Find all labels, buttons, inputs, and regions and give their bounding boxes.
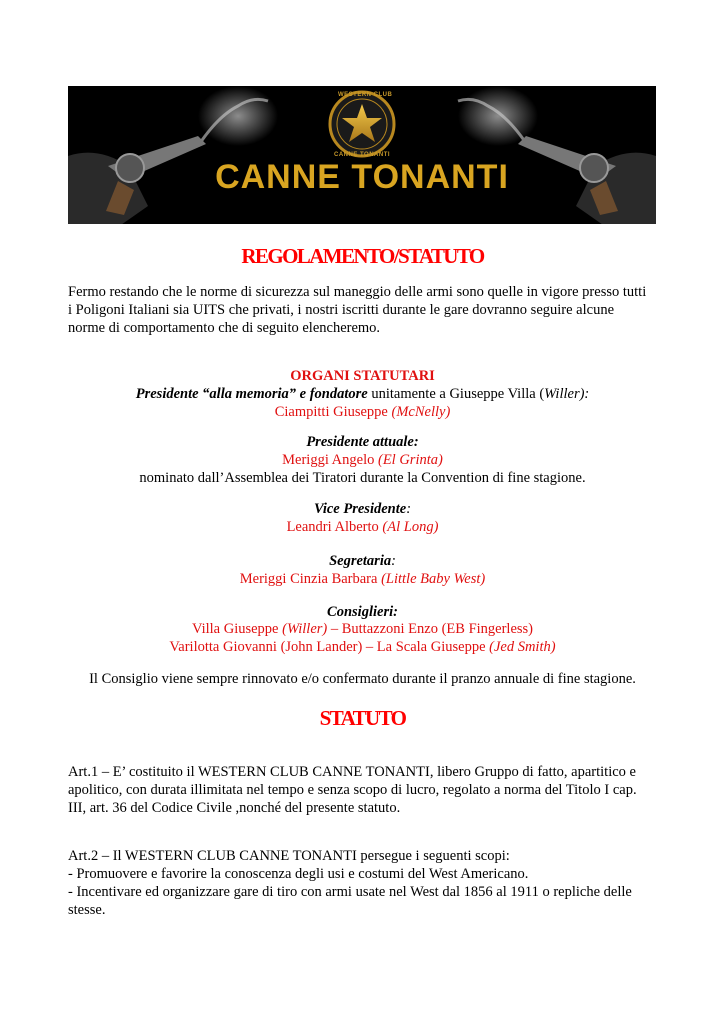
council-member: Varilotta Giovanni (John Lander) – La Scala Giuseppe — [169, 639, 490, 655]
page-title: REGOLAMENTO/STATUTO — [241, 244, 484, 268]
secretary-line — [0, 570, 725, 588]
secretary-label-line — [0, 552, 725, 570]
vice-colon: : — [406, 501, 412, 517]
founder-label: Presidente “alla memoria” e fondatore — [135, 386, 368, 402]
council-member: Villa Giuseppe — [191, 621, 283, 637]
founder2-nick: (McNelly) — [391, 404, 451, 420]
president-nick: (El Grinta) — [378, 452, 443, 468]
intro-paragraph — [68, 283, 658, 337]
logo-top-text: WESTERN CLUB — [338, 92, 393, 98]
article-1 — [68, 763, 658, 817]
secretary-colon: : — [391, 553, 396, 569]
article-line: Art.1 – E’ costituito il WESTERN CLUB CANNE TONANTI, libero Gruppo di fatto, apartitico e — [68, 764, 636, 780]
intro-line: norme di comportamento che di seguito elencheremo. — [68, 320, 381, 336]
article-2 — [68, 847, 658, 919]
vice-name: Leandri Alberto — [286, 519, 383, 535]
council-nick: (Willer) — [282, 621, 328, 637]
council-line-1 — [0, 620, 725, 638]
founder-nick: Willer): — [544, 386, 590, 402]
article-line: - Promuovere e favorire la conoscenza degli usi e costumi del West Americano. — [68, 866, 529, 882]
intro-line: i Poligoni Italiani sia UITS che privati, i nostri iscritti durante le gare dovranno seguire alcune — [68, 302, 615, 318]
organi-title: ORGANI STATUTARI — [290, 368, 435, 384]
smoke-left — [198, 86, 278, 146]
secretary-label: Segretaria — [329, 553, 392, 569]
statuto-heading: STATUTO — [319, 706, 406, 730]
article-line: apolitico, con durata illimitata nel tempo e senza scopo di lucro, regolato a norma del Titolo I cap. — [68, 782, 637, 798]
president-name: Meriggi Angelo — [282, 452, 378, 468]
vice-nick: (Al Long) — [382, 519, 439, 535]
secretary-name: Meriggi Cinzia Barbara — [239, 571, 382, 587]
sheriff-star-logo-icon — [330, 92, 394, 156]
council-nick: (Jed Smith) — [489, 639, 556, 655]
article-line: - Incentivare ed organizzare gare di tiro con armi usate nel West dal 1856 al 1911 o repliche delle — [68, 884, 632, 900]
founder2-name: Ciampitti Giuseppe — [274, 404, 392, 420]
secretary-nick: (Little Baby West) — [381, 571, 486, 587]
article-line: III, art. 36 del Codice Civile ,nonché del presente statuto. — [68, 800, 401, 816]
article-line: Art.2 – Il WESTERN CLUB CANNE TONANTI persegue i seguenti scopi: — [68, 848, 510, 864]
renewal-note: Il Consiglio viene sempre rinnovato e/o confermato durante il pranzo annuale di fine stagione. — [89, 671, 636, 687]
president-line — [0, 451, 725, 469]
president-note: nominato dall’Assemblea dei Tiratori durante la Convention di fine stagione. — [139, 470, 586, 486]
banner-title: CANNE TONANTI — [215, 158, 509, 196]
founder2-line — [0, 403, 725, 421]
header-banner — [68, 86, 656, 224]
logo-bottom-text: CANNE TONANTI — [334, 152, 391, 158]
vice-line — [0, 518, 725, 536]
president-label: Presidente attuale: — [306, 434, 419, 450]
vice-label-line — [0, 500, 725, 518]
intro-line: Fermo restando che le norme di sicurezza sul maneggio delle armi sono quelle in vigore presso tutti — [68, 284, 647, 300]
founder-text: unitamente a Giuseppe Villa ( — [367, 386, 545, 402]
vice-label: Vice Presidente — [313, 501, 407, 517]
council-label: Consiglieri: — [327, 604, 398, 620]
council-member: – Buttazzoni Enzo (EB Fingerless) — [327, 621, 534, 637]
founder-line — [0, 385, 725, 403]
article-line: stesse. — [68, 902, 106, 918]
council-line-2 — [0, 638, 725, 656]
